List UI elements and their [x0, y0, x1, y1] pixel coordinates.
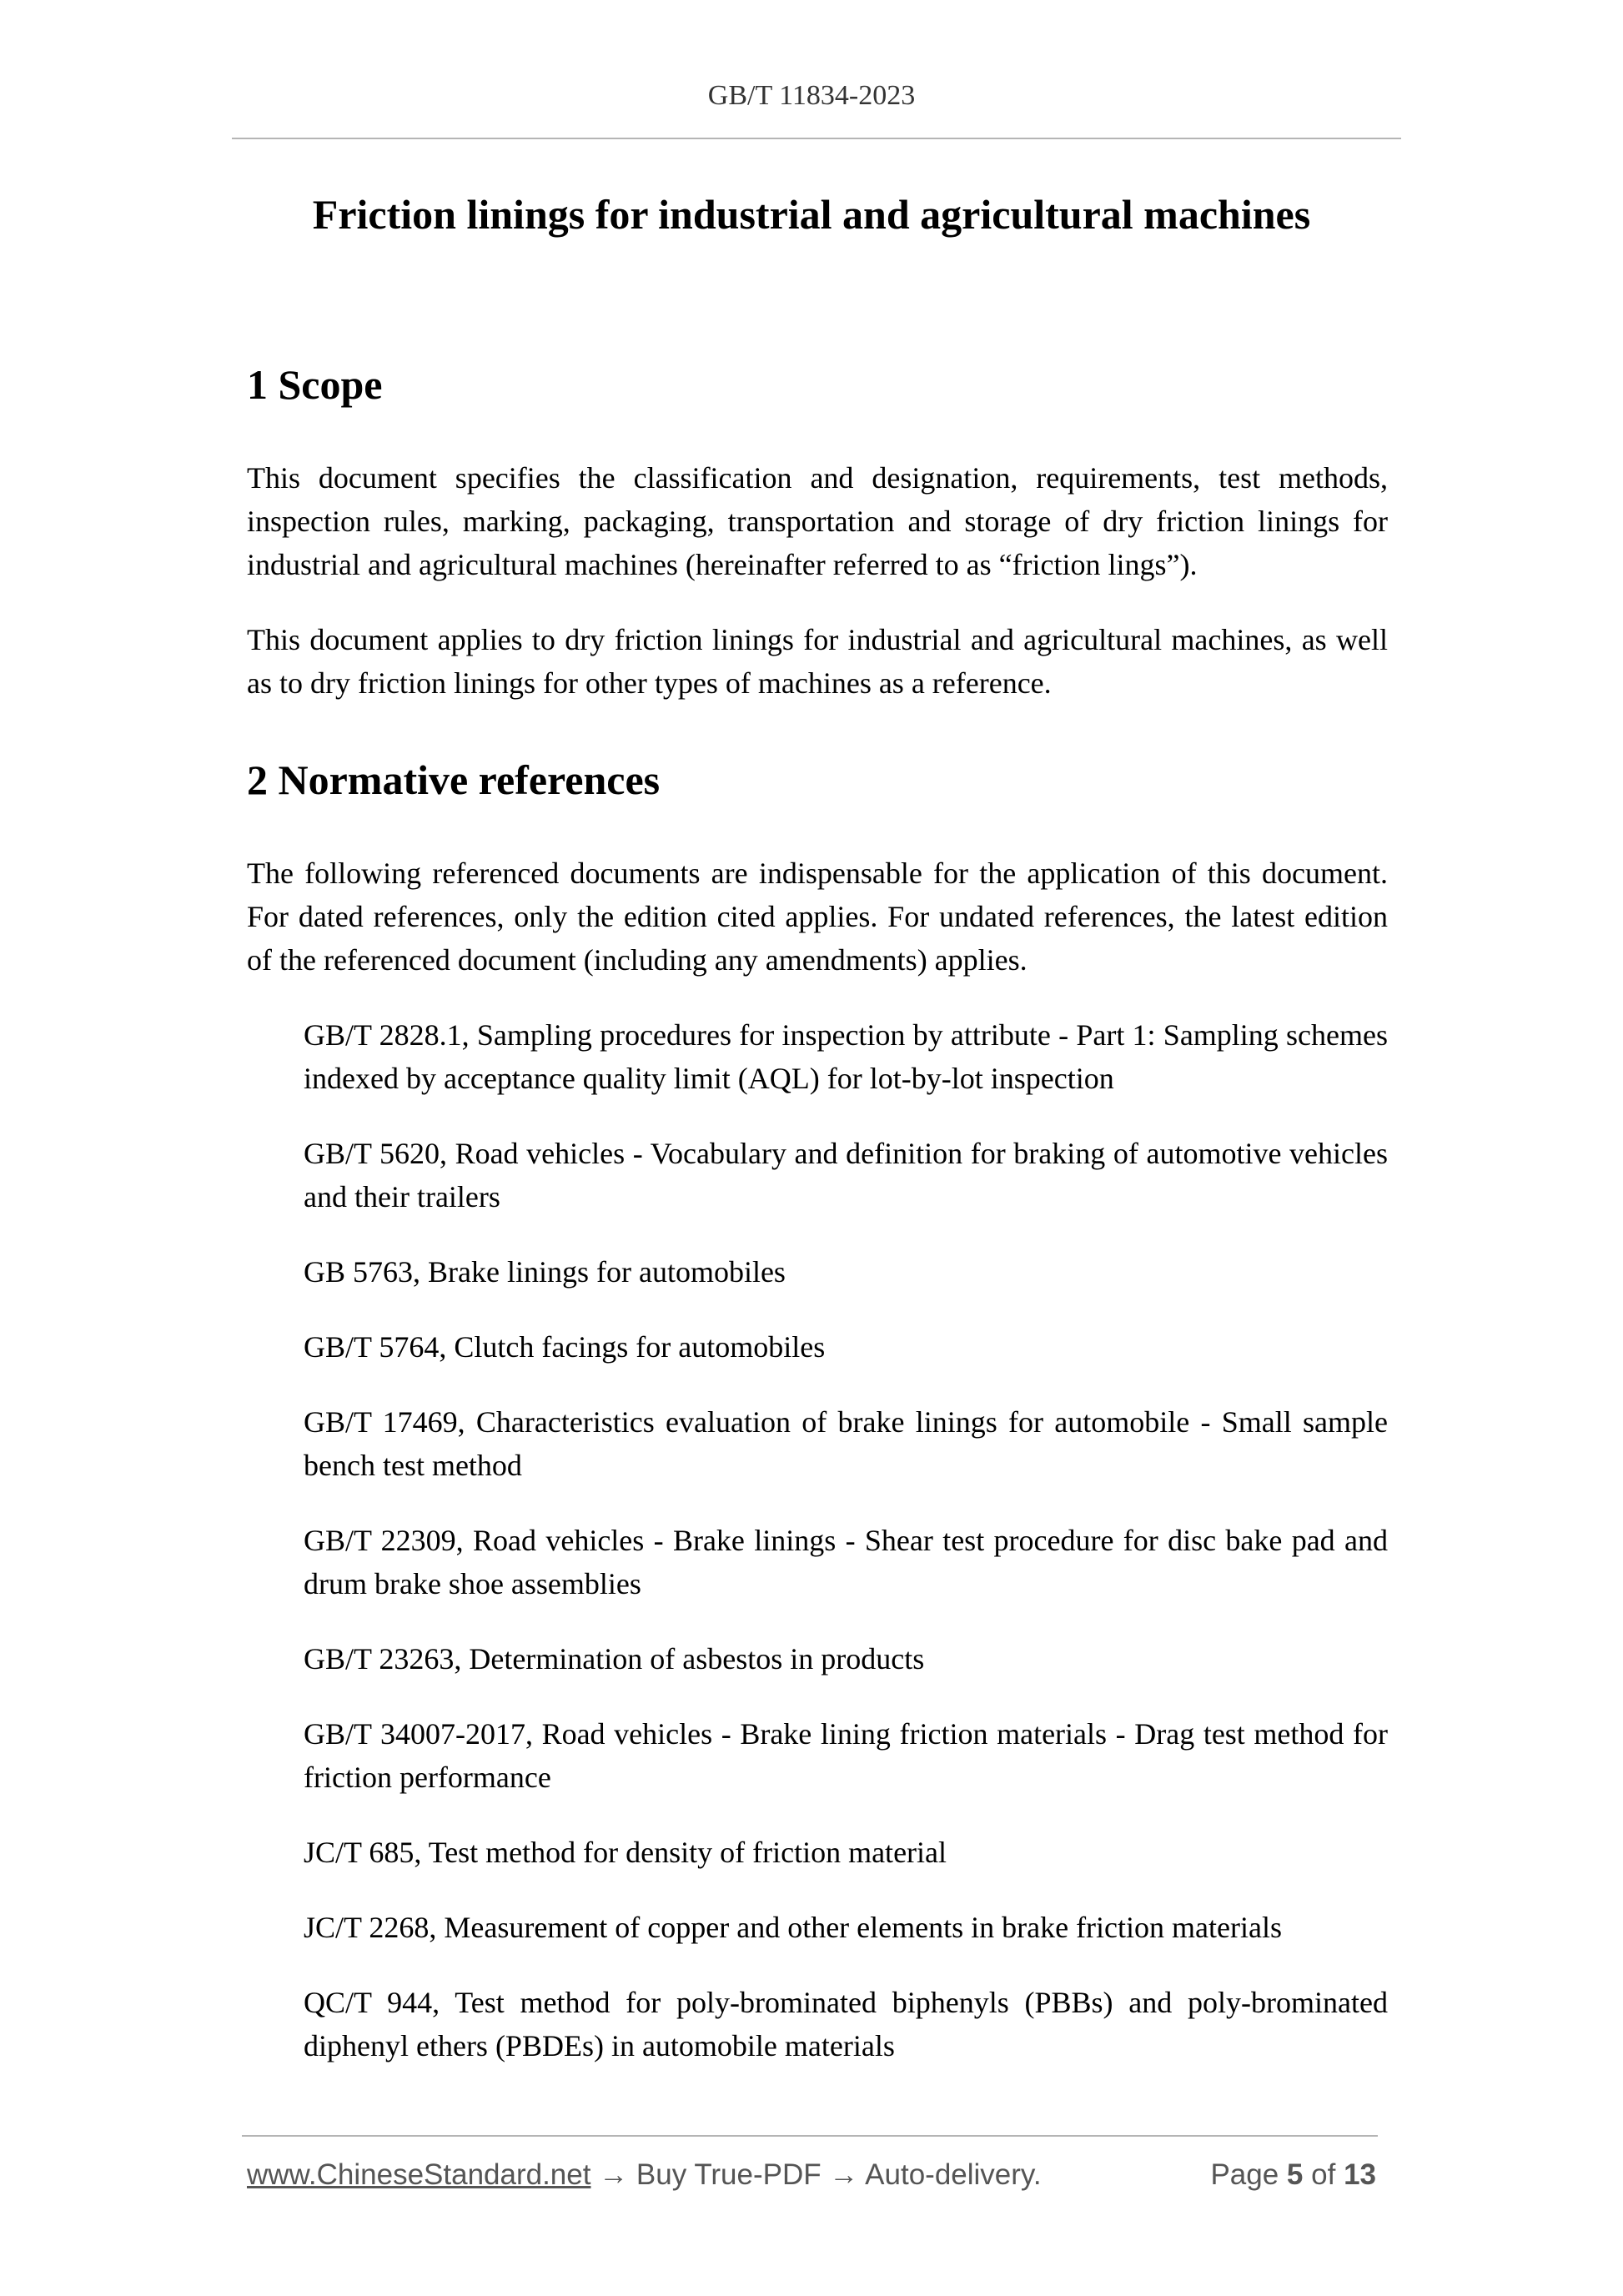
document-title: Friction linings for industrial and agricultural machines [312, 191, 1311, 238]
reference-item: QC/T 944, Test method for poly-brominated biphenyls (PBBs) and poly-brominated diphenyl ethers (PBDEs) in automobile materials [304, 1986, 1388, 2062]
reference-item: GB/T 17469, Characteristics evaluation of brake linings for automobile - Small sample bench test method [304, 1405, 1388, 1482]
page-label: Page [1210, 2158, 1279, 2191]
header-divider [232, 138, 1401, 139]
website-link[interactable]: www.ChineseStandard.net [247, 2158, 591, 2191]
reference-item: GB/T 2828.1, Sampling procedures for inspection by attribute - Part 1: Sampling schemes indexed by acceptance quality limit (AQL) for lot-by-lot inspection [304, 1018, 1388, 1095]
footer-promo-text: → Buy True-PDF → Auto-delivery. [590, 2158, 1042, 2191]
section-heading-scope: 1 Scope [247, 361, 383, 408]
reference-item: GB/T 5764, Clutch facings for automobiles [304, 1330, 826, 1364]
reference-item: JC/T 2268, Measurement of copper and other elements in brake friction materials [304, 1911, 1282, 1944]
page-number [1210, 2158, 1376, 2192]
reference-item: GB/T 5620, Road vehicles - Vocabulary and definition for braking of automotive vehicles and their trailers [304, 1137, 1388, 1213]
page-current: 5 [1286, 2158, 1304, 2191]
reference-item: GB 5763, Brake linings for automobiles [304, 1255, 786, 1289]
scope-paragraph: This document applies to dry friction linings for industrial and agricultural machines, as well as to dry friction linings for other types of machines as a reference. [247, 623, 1388, 700]
footer-divider [242, 2135, 1378, 2137]
reference-item: GB/T 34007-2017, Road vehicles - Brake lining friction materials - Drag test method for friction performance [304, 1717, 1388, 1794]
running-header: GB/T 11834-2023 [707, 80, 916, 111]
section-heading-normative-references: 2 Normative references [247, 756, 661, 803]
page-total: 13 [1344, 2158, 1376, 2191]
reference-item: GB/T 22309, Road vehicles - Brake linings - Shear test procedure for disc bake pad and drum brake shoe assemblies [304, 1524, 1388, 1600]
page-of-label: of [1311, 2158, 1336, 2191]
reference-list [247, 1013, 1388, 2067]
reference-item: JC/T 685, Test method for density of friction material [304, 1836, 947, 1869]
scope-paragraph: This document specifies the classification and designation, requirements, test methods, inspection rules, marking, packaging, transportation and storage of dry friction linings for industrial and agricultural machines (hereinafter referred to as “friction lings”). [247, 461, 1388, 581]
normative-intro-paragraph: The following referenced documents are indispensable for the application of this document. For dated references, only the edition cited applies. For undated references, the latest edition of the referenced document (including any amendments) applies. [247, 857, 1388, 977]
footer-promo [247, 2158, 1042, 2192]
reference-item: GB/T 23263, Determination of asbestos in products [304, 1642, 925, 1676]
page-body [247, 354, 1388, 2099]
